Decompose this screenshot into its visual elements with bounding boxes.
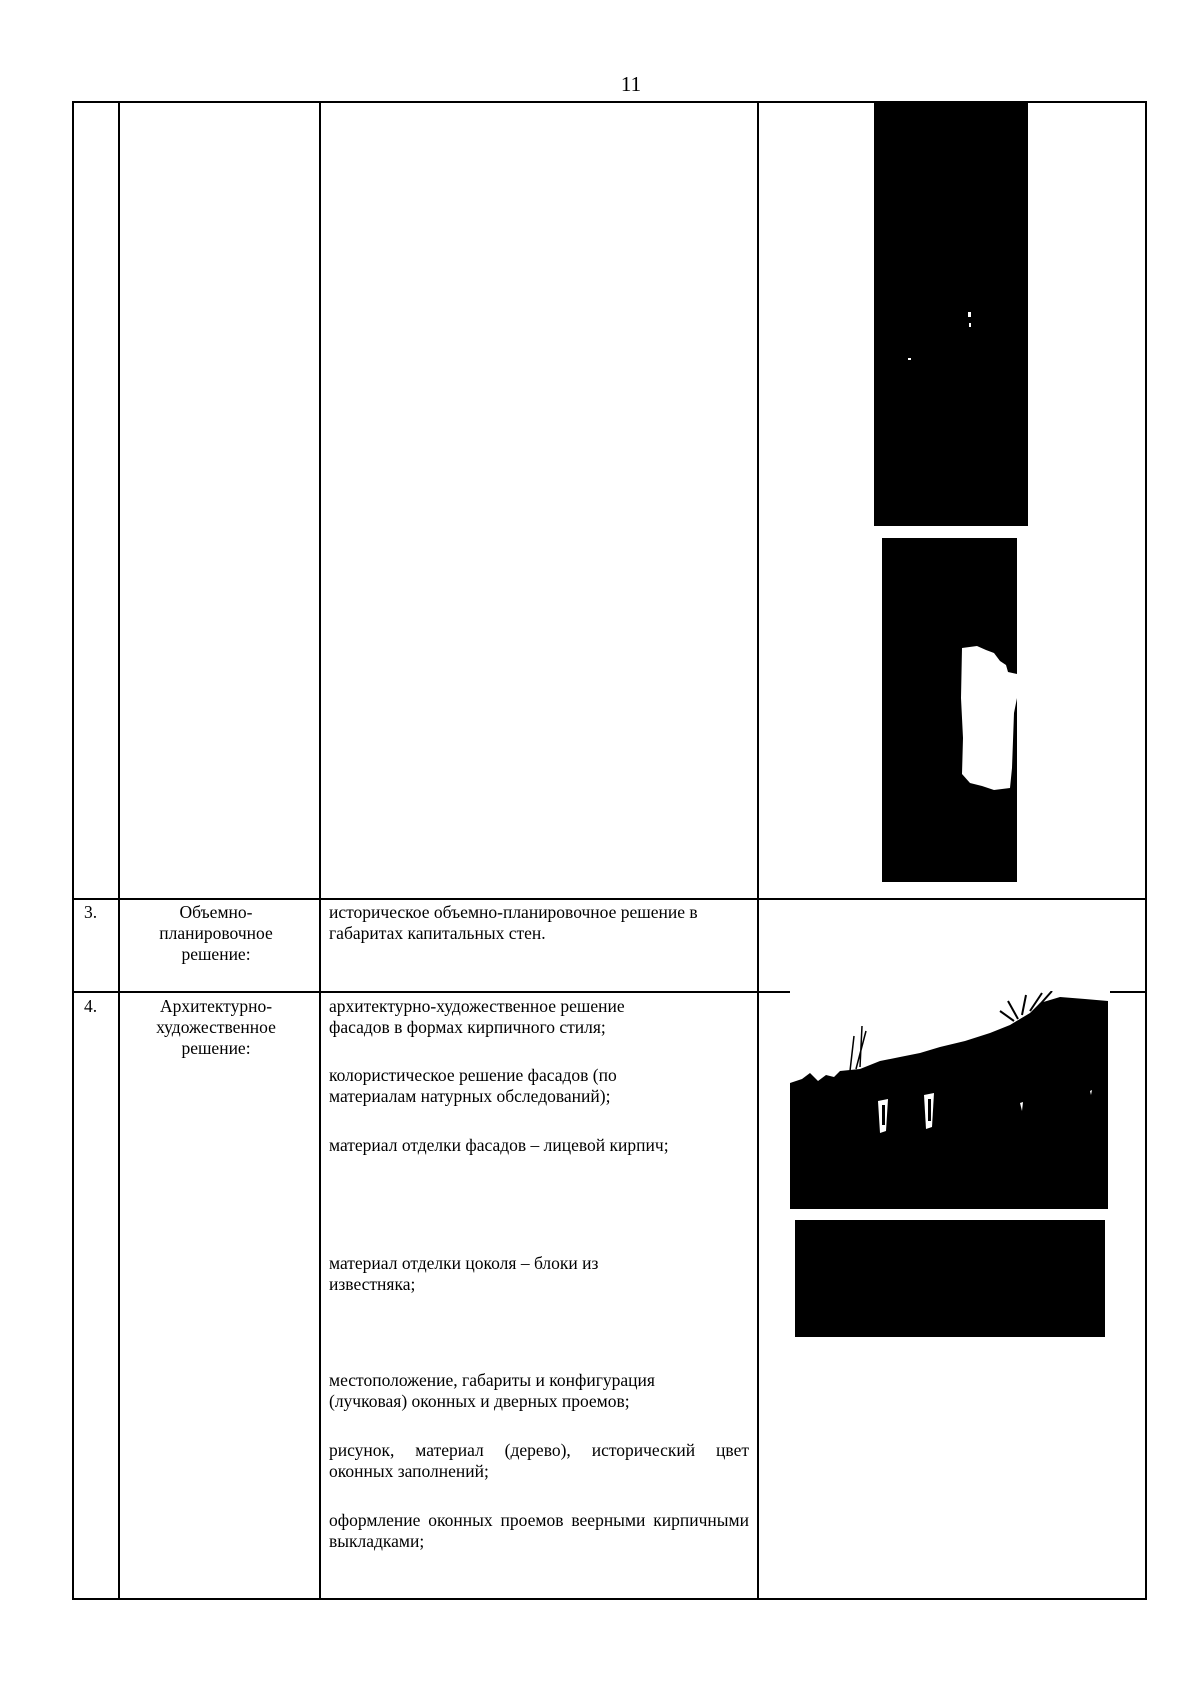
column-divider-1 xyxy=(118,101,120,1600)
requirement-item: материал отделки фасадов – лицевой кирпич; xyxy=(329,1135,669,1155)
requirement-item: оформление оконных проемов веерными кирпичными выкладками; xyxy=(329,1510,749,1551)
row-3-name xyxy=(122,902,310,965)
column-divider-3 xyxy=(757,101,759,1600)
row-3-number: 3. xyxy=(84,902,98,922)
building-photo-upper xyxy=(874,103,1028,526)
column-divider-2 xyxy=(319,101,321,1600)
row-4-name-line-2: художественное xyxy=(156,1017,276,1037)
building-photo-door xyxy=(882,538,1017,882)
requirement-item: материал отделки цоколя – блоки из известняка; xyxy=(329,1253,599,1294)
row-4-number: 4. xyxy=(84,996,98,1016)
requirement-item: архитектурно-художественное решение фасадов в формах кирпичного стиля; xyxy=(329,996,625,1037)
requirement-item: историческое объемно-планировочное решение в габаритах капитальных стен. xyxy=(329,902,698,943)
page-number: 11 xyxy=(620,72,642,96)
building-photo-door-graphic xyxy=(882,538,1017,882)
table-bottom-border xyxy=(72,1598,1147,1600)
row-3-name-line-2: планировочное xyxy=(159,923,273,943)
facade-photo xyxy=(790,991,1110,1211)
row-3-requirements xyxy=(329,902,749,944)
table-left-border xyxy=(72,101,74,1600)
plinth-photo xyxy=(795,1220,1105,1337)
requirement-item: местоположение, габариты и конфигурация (лучковая) оконных и дверных проемов; xyxy=(329,1370,655,1411)
row-divider-3 xyxy=(72,898,1147,900)
row-3-name-line-1: Объемно- xyxy=(179,902,253,922)
row-4-name xyxy=(122,996,310,1059)
table-right-border xyxy=(1145,101,1147,1600)
requirement-item: колористическое решение фасадов (по материалам натурных обследований); xyxy=(329,1065,617,1106)
row-4-requirements xyxy=(329,996,749,1596)
requirement-item: рисунок, материал (дерево), исторический цвет оконных заполнений; xyxy=(329,1440,749,1481)
row-4-name-line-3: решение: xyxy=(181,1038,251,1058)
row-3-name-line-3: решение: xyxy=(181,944,251,964)
facade-photo-graphic xyxy=(790,991,1110,1211)
building-photo-upper-graphic xyxy=(874,103,1028,526)
row-4-name-line-1: Архитектурно- xyxy=(159,996,273,1016)
